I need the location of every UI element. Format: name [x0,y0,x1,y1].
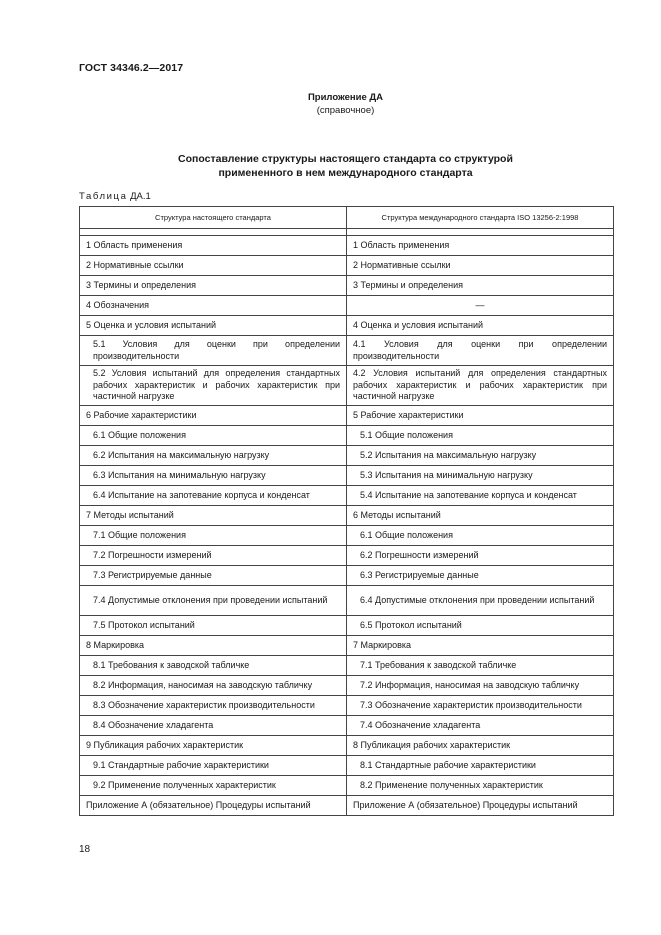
national-cell: Приложение А (обязательное) Процедуры испытаний [80,796,347,816]
annex-subtitle: (справочное) [316,104,375,116]
national-cell: 6.3 Испытания на минимальную нагрузку [80,466,347,486]
table-caption [79,191,151,202]
table-row [80,586,614,616]
national-cell: 4 Обозначения [80,296,347,316]
national-cell: 2 Нормативные ссылки [80,256,347,276]
national-cell: 6.1 Общие положения [80,426,347,446]
international-cell: 7 Маркировка [347,636,614,656]
national-cell: 3 Термины и определения [80,276,347,296]
international-cell: 7.3 Обозначение характеристик производительности [347,696,614,716]
international-cell: 6.4 Допустимые отклонения при проведении испытаний [347,586,614,616]
international-cell: 7.2 Информация, наносимая на заводскую табличку [347,676,614,696]
international-cell: 6.2 Погрешности измерений [347,546,614,566]
international-cell: 1 Область применения [347,236,614,256]
document-designation: ГОСТ 34346.2—2017 [79,62,184,74]
table-row [80,316,614,336]
international-cell: 5.4 Испытание на запотевание корпуса и конденсат [347,486,614,506]
heading-line-1: Сопоставление структуры настоящего стандарта со структурой [178,153,513,165]
international-cell: 6.3 Регистрируемые данные [347,566,614,586]
national-cell: 7 Методы испытаний [80,506,347,526]
international-cell: 5.1 Общие положения [347,426,614,446]
international-cell: 5 Рабочие характеристики [347,406,614,426]
international-cell: 7.4 Обозначение хладагента [347,716,614,736]
table-row [80,776,614,796]
international-cell: 7.1 Требования к заводской табличке [347,656,614,676]
table-row [80,366,614,406]
page-number: 18 [79,844,91,855]
table-caption-number: ДА.1 [130,191,151,202]
table-row [80,336,614,366]
national-cell: 9 Публикация рабочих характеристик [80,736,347,756]
international-cell: 8.1 Стандартные рабочие характеристики [347,756,614,776]
national-cell: 7.3 Регистрируемые данные [80,566,347,586]
national-cell: 8 Маркировка [80,636,347,656]
table-row [80,636,614,656]
table-caption-prefix: Таблица [79,191,128,202]
table-row [80,296,614,316]
international-cell: 4.1 Условия для оценки при определении производительности [347,336,614,366]
national-cell: 6 Рабочие характеристики [80,406,347,426]
header-spacer [80,229,614,236]
international-cell: 8.2 Применение полученных характеристик [347,776,614,796]
national-cell: 6.2 Испытания на максимальную нагрузку [80,446,347,466]
national-cell: 7.5 Протокол испытаний [80,616,347,636]
table-row [80,756,614,776]
table-row [80,546,614,566]
table-row [80,696,614,716]
heading-line-2: примененного в нем международного стандарта [218,166,473,179]
national-cell: 9.2 Применение полученных характеристик [80,776,347,796]
national-cell: 8.4 Обозначение хладагента [80,716,347,736]
international-cell: 2 Нормативные ссылки [347,256,614,276]
national-cell: 8.3 Обозначение характеристик производительности [80,696,347,716]
table-row [80,656,614,676]
table-row [80,466,614,486]
national-cell: 5.2 Условия испытаний для определения стандартных рабочих характеристик и рабочих характеристик при частичной нагрузке [80,366,347,406]
international-cell: 8 Публикация рабочих характеристик [347,736,614,756]
international-cell: 6.1 Общие положения [347,526,614,546]
national-cell: 7.2 Погрешности измерений [80,546,347,566]
national-cell: 7.1 Общие положения [80,526,347,546]
table-row [80,276,614,296]
national-cell: 5 Оценка и условия испытаний [80,316,347,336]
international-cell: 5.3 Испытания на минимальную нагрузку [347,466,614,486]
table-row [80,676,614,696]
section-heading [0,153,661,180]
national-cell: 8.1 Требования к заводской табличке [80,656,347,676]
international-cell: — [347,296,614,316]
table-row [80,526,614,546]
international-cell: 5.2 Испытания на максимальную нагрузку [347,446,614,466]
table-row [80,796,614,816]
table-row [80,406,614,426]
national-cell: 7.4 Допустимые отклонения при проведении испытаний [80,586,347,616]
table-row [80,716,614,736]
table-row [80,256,614,276]
international-cell: 4.2 Условия испытаний для определения стандартных рабочих характеристик и рабочих характеристик при частичной нагрузке [347,366,614,406]
column-header-international: Структура международного стандарта ISO 13256-2:1998 [347,207,614,229]
national-cell: 9.1 Стандартные рабочие характеристики [80,756,347,776]
comparison-table [79,206,614,816]
international-cell: Приложение А (обязательное) Процедуры испытаний [347,796,614,816]
table-row [80,736,614,756]
international-cell: 6.5 Протокол испытаний [347,616,614,636]
international-cell: 4 Оценка и условия испытаний [347,316,614,336]
table-row [80,506,614,526]
national-cell: 8.2 Информация, наносимая на заводскую табличку [80,676,347,696]
annex-title: Приложение ДА [307,92,384,103]
table-row [80,446,614,466]
national-cell: 6.4 Испытание на запотевание корпуса и конденсат [80,486,347,506]
table-row [80,426,614,446]
table-row [80,236,614,256]
international-cell: 3 Термины и определения [347,276,614,296]
international-cell: 6 Методы испытаний [347,506,614,526]
column-header-national: Структура настоящего стандарта [80,207,347,229]
national-cell: 5.1 Условия для оценки при определении производительности [80,336,347,366]
table-row [80,616,614,636]
table-row [80,486,614,506]
table-row [80,566,614,586]
annex-block [0,92,661,117]
national-cell: 1 Область применения [80,236,347,256]
